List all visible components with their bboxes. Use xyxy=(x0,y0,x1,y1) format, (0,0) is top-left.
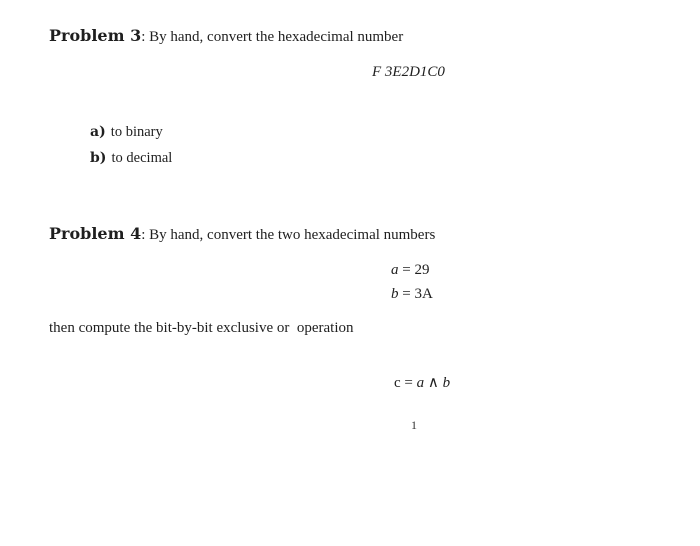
part-a-text: to binary xyxy=(110,124,163,140)
part-a-key: a) xyxy=(90,124,106,140)
part-b xyxy=(90,147,172,167)
problem-4-heading xyxy=(49,224,435,245)
equation-a-var: a xyxy=(391,262,399,278)
hex-number-value: F 3E2D1C0 xyxy=(372,64,445,80)
part-b-key: b) xyxy=(90,150,107,166)
problem-4-label: Problem 4 xyxy=(49,224,142,243)
equation-b xyxy=(391,284,433,304)
equation-c-xor-op: ∧ xyxy=(424,375,443,391)
page-number: 1 xyxy=(411,418,417,432)
equation-c-b: b xyxy=(442,375,451,391)
equation-b-var: b xyxy=(391,286,399,302)
problem-3-label: Problem 3 xyxy=(49,26,142,45)
equation-a xyxy=(391,260,429,280)
problem-4-text: : By hand, convert the two hexadecimal numbers xyxy=(141,227,436,243)
part-a xyxy=(90,121,163,141)
then-compute-text: then compute the bit-by-bit exclusive or operation xyxy=(49,320,354,336)
equation-b-value: = 3A xyxy=(398,286,433,302)
equation-c xyxy=(379,353,450,413)
hex-number xyxy=(372,62,445,82)
part-b-text: to decimal xyxy=(111,150,173,166)
equation-c-a: a xyxy=(416,375,425,391)
equation-c-equals: = xyxy=(400,375,417,391)
problem-3-heading xyxy=(49,26,403,47)
problem-3-text: : By hand, convert the hexadecimal number xyxy=(141,29,404,45)
equation-a-value: = 29 xyxy=(398,262,430,278)
equation-c-var: c xyxy=(394,375,401,391)
